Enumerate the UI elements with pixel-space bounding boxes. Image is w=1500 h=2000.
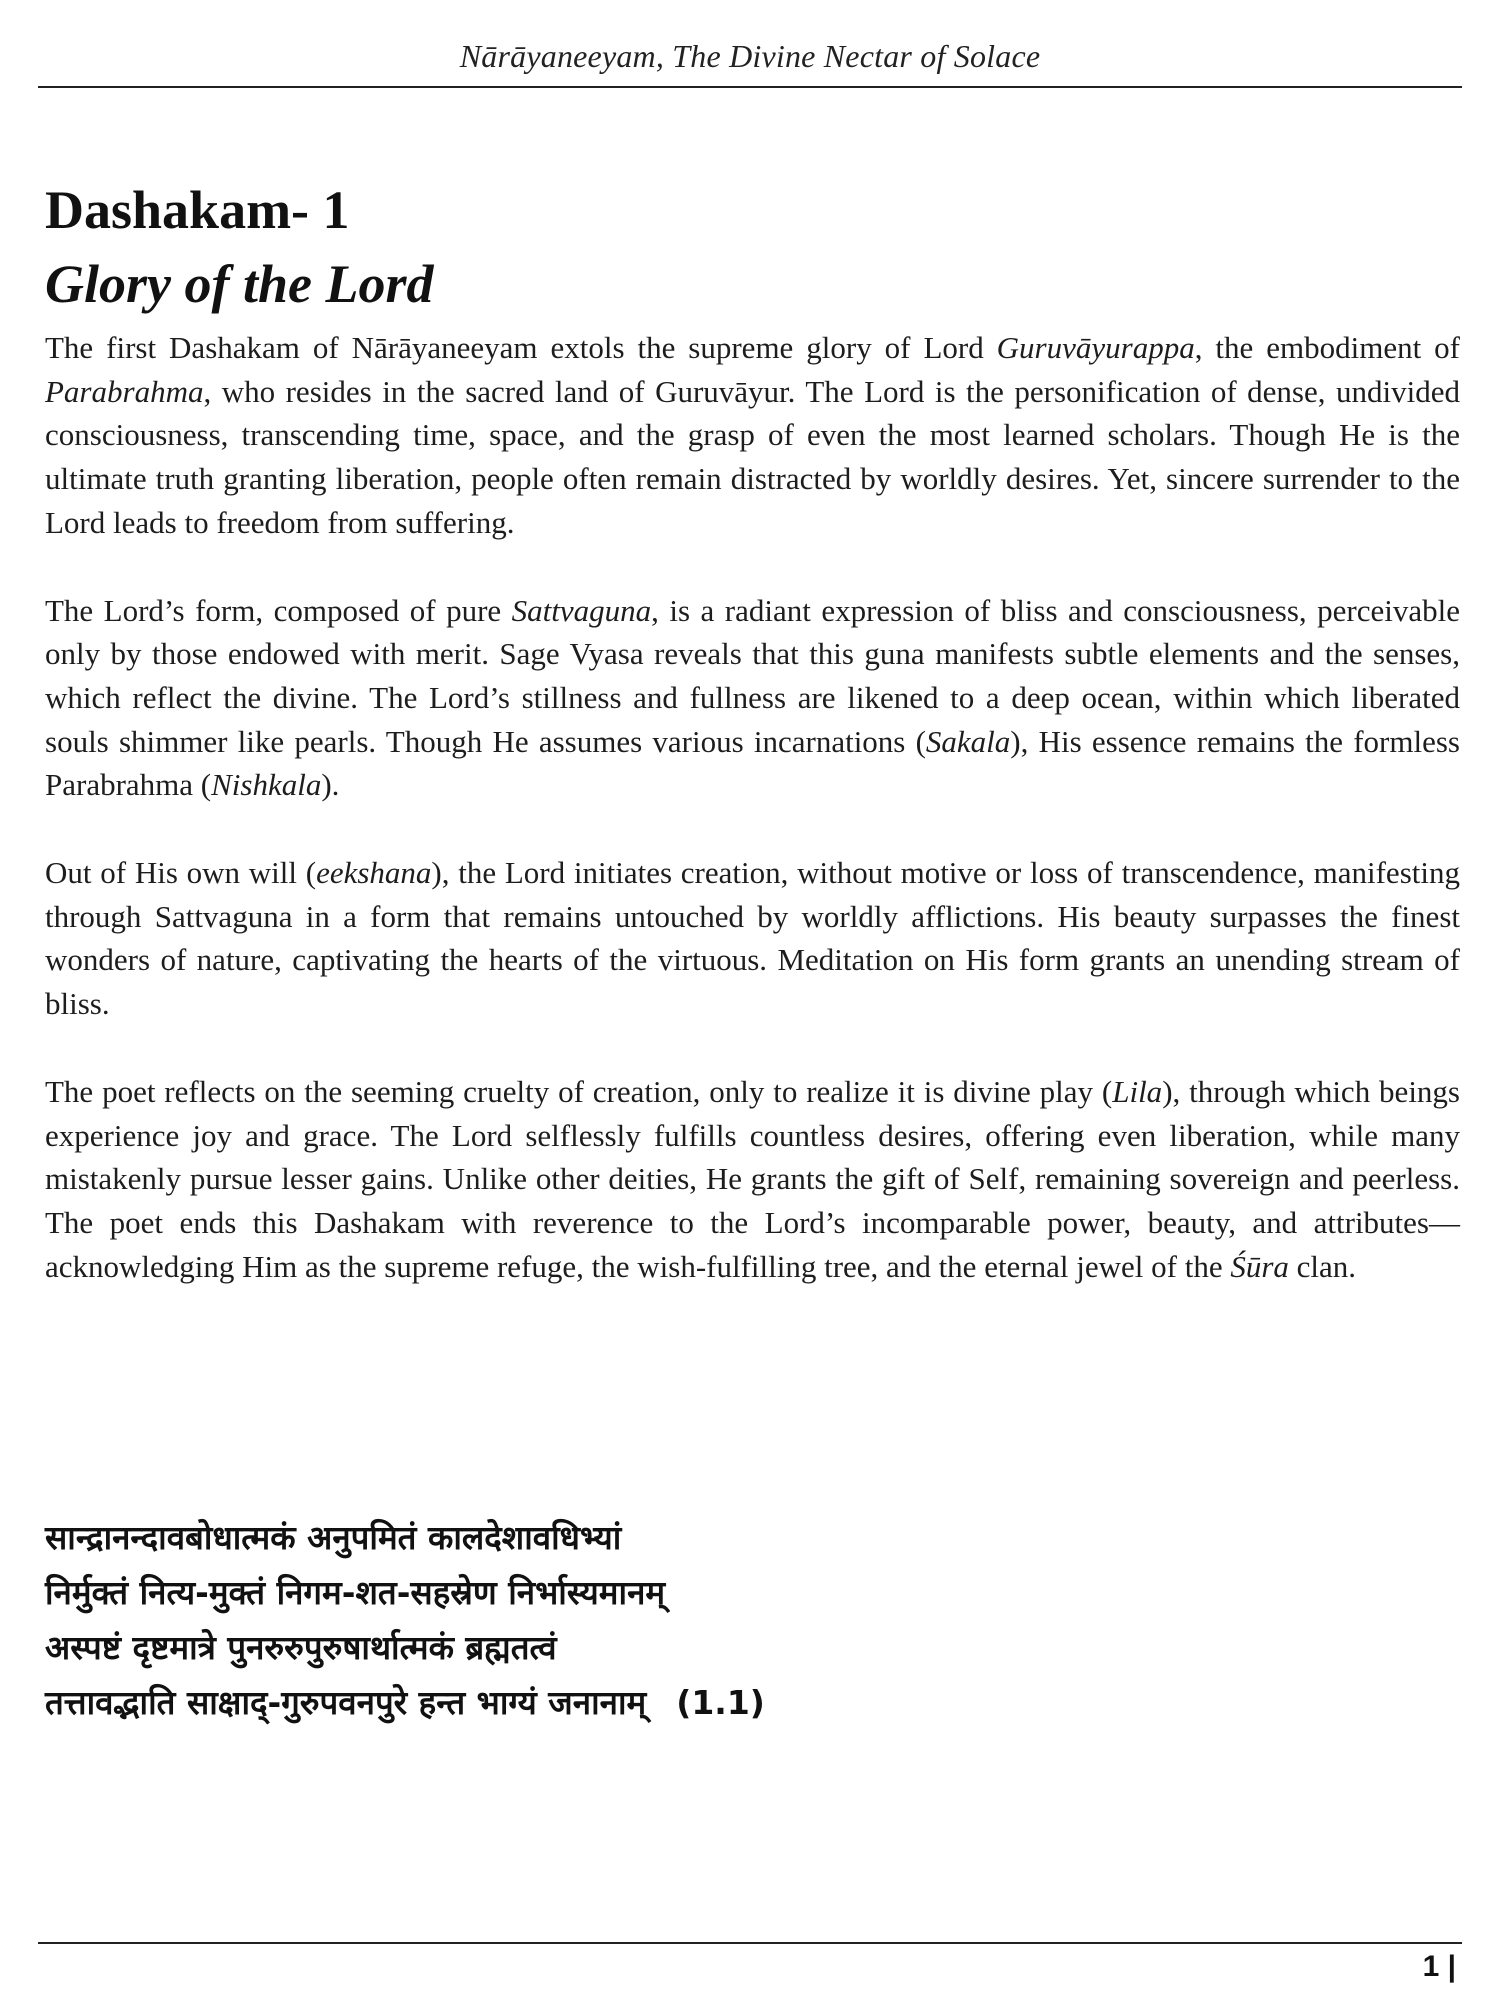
text-run: , who resides in the sacred land of Guruvāyur. The Lord is the personification of dense, undivided consciousness, transcending time, space, and the grasp of even the most learned scholars. Though He is the ultimate truth granting liberation, people often remain distracted by worldly desires. Yet, sincere surrender to the Lord leads to freedom from suffering.	[45, 373, 1460, 540]
italic-term: Parabrahma	[45, 373, 204, 409]
page-number: 1 |	[1422, 1950, 1456, 1983]
italic-term: eekshana	[316, 855, 432, 891]
verse-line-1: सान्द्रानन्दावबोधात्मकं अनुपमितं कालदेशावधिभ्यां	[45, 1518, 622, 1557]
text-run: ).	[321, 767, 340, 803]
text-run: ), His essence remains the formless Parabrahma (	[45, 723, 1460, 803]
text-run: , is a radiant expression of bliss and consciousness, perceivable only by those endowed with merit. Sage Vyasa reveals that this guna manifests subtle elements and the senses, which reflect the divine. The Lord’s stillness and fullness are likened to a deep ocean, within which liberated souls shimmer like pearls. Though He assumes various incarnations (	[45, 592, 1460, 759]
body-text	[45, 326, 1460, 1332]
text-run: , the embodiment of	[1194, 330, 1460, 365]
chapter-subtitle: Glory of the Lord	[45, 254, 434, 314]
text-run: The Lord’s form, composed of pure	[45, 592, 512, 628]
text-run: ), the Lord initiates creation, without motive or loss of transcendence, manifesting through Sattvaguna in a form that remains untouched by worldly afflictions. His beauty surpasses the finest wonders of nature, captivating the hearts of the virtuous. Meditation on His form grants an unending stream of bliss.	[45, 855, 1460, 1022]
paragraph-1	[45, 326, 1460, 545]
text-run: Out of His own will (	[45, 855, 317, 891]
text-run: The first Dashakam of Nārāyaneeyam extols the supreme glory of Lord	[45, 330, 997, 365]
header-rule	[38, 86, 1462, 88]
verse-reference: (1.1)	[676, 1683, 765, 1722]
text-run: clan.	[1288, 1248, 1357, 1284]
running-header: Nārāyaneeyam, The Divine Nectar of Solace	[459, 38, 1041, 74]
italic-term: Lila	[1112, 1073, 1163, 1109]
verse-line-4	[45, 1675, 1345, 1730]
italic-term: Guruvāyurappa	[996, 330, 1195, 365]
paragraph-3	[45, 851, 1460, 1026]
italic-term: Śūra	[1230, 1248, 1289, 1284]
verse-line-3: अस्पष्टं दृष्टमात्रे पुनरुरुपुरुषार्थात्मकं ब्रह्मतत्वं	[45, 1628, 557, 1667]
italic-term: Sattvaguna	[511, 592, 652, 628]
verse-line-4-text: तत्तावद्भाति साक्षाद्-गुरुपवनपुरे हन्त भाग्यं जनानाम्	[45, 1683, 647, 1722]
paragraph-4	[45, 1070, 1460, 1289]
paragraph-2	[45, 589, 1460, 808]
italic-term: Sakala	[925, 723, 1011, 759]
footer-rule	[38, 1942, 1462, 1944]
text-run: The poet reflects on the seeming cruelty of creation, only to realize it is divine play (	[45, 1073, 1113, 1109]
chapter-title: Dashakam- 1	[45, 180, 350, 240]
italic-term: Nishkala	[211, 767, 322, 803]
verse-line-2: निर्मुक्तं नित्य-मुक्तं निगम-शत-सहस्रेण निर्भास्यमानम्	[45, 1573, 666, 1612]
sanskrit-verse	[45, 1510, 1345, 1730]
text-run: ), through which beings experience joy and grace. The Lord selflessly fulfills countless desires, offering even liberation, while many mistakenly pursue lesser gains. Unlike other deities, He grants the gift of Self, remaining sovereign and peerless. The poet ends this Dashakam with reverence to the Lord’s incomparable power, beauty, and attributes—acknowledging Him as the supreme refuge, the wish-fulfilling tree, and the eternal jewel of the	[45, 1073, 1460, 1284]
